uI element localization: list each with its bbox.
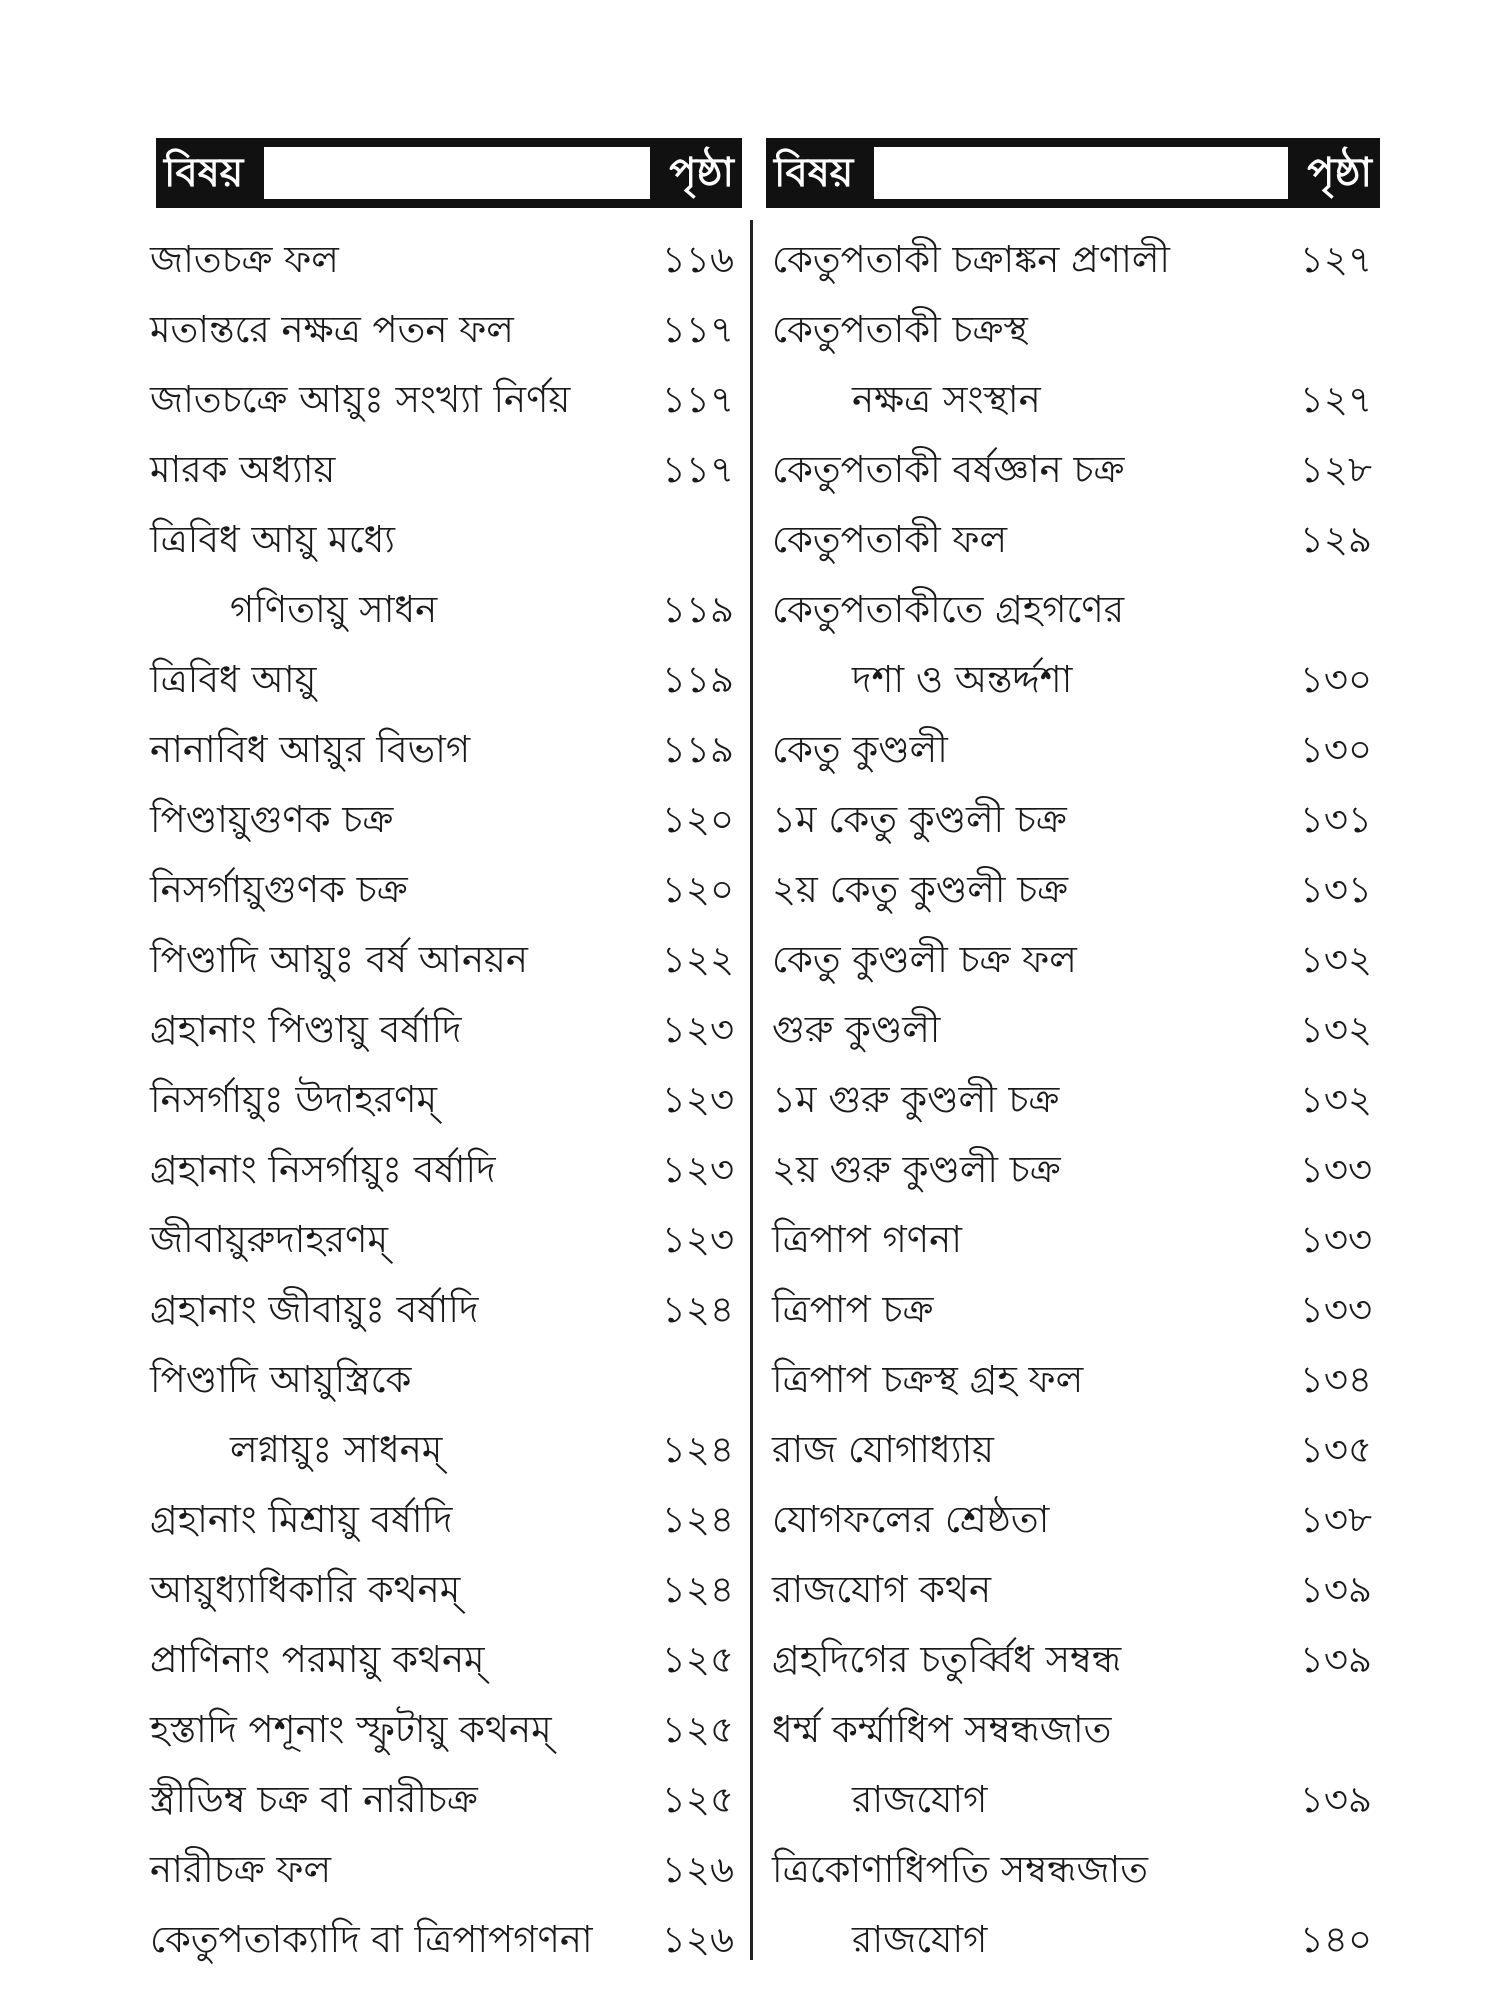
entry-page: ১২৬	[661, 1848, 734, 1891]
entry-page: ১২৩	[661, 1078, 734, 1121]
entry-title: আয়ুধ্যাধিকারি কথনম্	[150, 1568, 461, 1611]
entry-page: ১১৯	[661, 588, 734, 631]
entry-page: ১১৬	[661, 238, 734, 281]
entry-title: পিণ্ডাদি আয়ুস্ত্রিকে	[150, 1358, 412, 1401]
entry-title: প্রাণিনাং পরমায়ু কথনম্	[150, 1638, 485, 1681]
toc-entry	[772, 1695, 1380, 1765]
entry-title: গ্রহানাং পিণ্ডায়ু বর্ষাদি	[150, 1008, 462, 1051]
entry-page: ১৩০	[1299, 658, 1372, 701]
entry-page: ১২৪	[661, 1498, 734, 1541]
toc-entry	[150, 1835, 740, 1905]
entry-page: ১২২	[661, 938, 734, 981]
entry-title: ত্রিপাপ চক্র	[772, 1288, 934, 1331]
toc-entry	[772, 1485, 1380, 1555]
entry-title: গ্রহানাং জীবায়ুঃ বর্ষাদি	[150, 1288, 479, 1331]
toc-entry	[772, 785, 1380, 855]
entry-page: ১৩৩	[1299, 1218, 1372, 1261]
entry-page: ১১৯	[661, 658, 734, 701]
entry-page: ১৩২	[1299, 1078, 1372, 1121]
toc-entry	[772, 645, 1380, 715]
entry-title: রাজযোগ	[852, 1918, 988, 1961]
toc-entry	[772, 575, 1380, 645]
entry-title: কেতুপতাকী চক্রস্থ	[772, 308, 1028, 351]
entry-page: ১১৭	[661, 308, 734, 351]
column-divider	[750, 220, 753, 1960]
toc-entry	[772, 225, 1380, 295]
entry-title: স্ত্রীডিম্ব চক্র বা নারীচক্র	[150, 1778, 478, 1821]
entry-title: পিণ্ডায়ুগুণক চক্র	[150, 798, 394, 841]
toc-entry	[772, 1135, 1380, 1205]
entry-title: গণিতায়ু সাধন	[230, 588, 438, 631]
entry-page: ১৩০	[1299, 728, 1372, 771]
entry-title: ত্রিবিধ আয়ু মধ্যে	[150, 518, 396, 561]
entry-title: ত্রিকোণাধিপতি সম্বন্ধজাত	[772, 1848, 1149, 1891]
subject-heading: বিষয়	[164, 150, 244, 196]
entry-page: ১২০	[661, 868, 734, 911]
entry-page: ১২৬	[661, 1918, 734, 1961]
entry-title: যোগফলের শ্রেষ্ঠতা	[772, 1498, 1050, 1541]
entry-page: ১২৮	[1299, 448, 1372, 491]
toc-entry	[150, 645, 740, 715]
entry-page: ১৩১	[1299, 868, 1372, 911]
toc-entry	[150, 1695, 740, 1765]
entry-title: দশা ও অন্তর্দ্দশা	[852, 658, 1073, 701]
toc-entry	[772, 1345, 1380, 1415]
toc-entry	[772, 435, 1380, 505]
subject-heading: বিষয়	[774, 150, 854, 196]
entry-page: ১১৯	[661, 728, 734, 771]
entry-title: জাতচক্র ফল	[150, 238, 339, 281]
entry-page: ১৩১	[1299, 798, 1372, 841]
entry-title: কেতু কুণ্ডলী চক্র ফল	[772, 938, 1077, 981]
entry-page: ১২৫	[661, 1708, 734, 1751]
entry-page: ১২৪	[661, 1288, 734, 1331]
entry-title: মতান্তরে নক্ষত্র পতন ফল	[150, 308, 514, 351]
header-blank-field	[874, 147, 1288, 199]
entry-page: ১৩২	[1299, 1008, 1372, 1051]
entry-title: ২য় কেতু কুণ্ডলী চক্র	[772, 868, 1069, 911]
entry-title: নারীচক্র ফল	[150, 1848, 332, 1891]
entry-page: ১৩৯	[1299, 1638, 1372, 1681]
toc-entry	[772, 1765, 1380, 1835]
entry-page: ১৩৪	[1299, 1358, 1372, 1401]
toc-entry	[150, 995, 740, 1065]
toc-entry	[150, 1555, 740, 1625]
toc-entry	[150, 365, 740, 435]
entry-title: কেতু কুণ্ডলী	[772, 728, 948, 771]
page-heading: পৃষ্ঠা	[669, 150, 734, 196]
toc-entry	[150, 435, 740, 505]
toc-entry	[772, 1835, 1380, 1905]
entry-title: ত্রিপাপ গণনা	[772, 1218, 962, 1261]
entry-title: গ্রহদিগের চতুর্ব্বিধ সম্বন্ধ	[772, 1638, 1122, 1681]
entry-title: রাজ যোগাধ্যায়	[772, 1428, 994, 1471]
entry-page: ১২৭	[1299, 378, 1372, 421]
entry-title: রাজযোগ	[852, 1778, 988, 1821]
entry-title: ধর্ম্ম কর্ম্মাধিপ সম্বন্ধজাত	[772, 1708, 1112, 1751]
entry-title: কেতুপতাক্যাদি বা ত্রিপাপগণনা	[150, 1918, 593, 1961]
entry-page: ১৩৫	[1299, 1428, 1372, 1471]
toc-entry	[150, 785, 740, 855]
toc-entry	[772, 1065, 1380, 1135]
toc-entry	[772, 1905, 1380, 1975]
toc-entry	[772, 295, 1380, 365]
entry-page: ১৩৩	[1299, 1148, 1372, 1191]
table-of-contents	[150, 130, 1380, 1970]
toc-entry	[150, 1345, 740, 1415]
left-entry-list	[150, 225, 740, 1975]
entry-page: ১২৫	[661, 1778, 734, 1821]
entry-page: ১২৪	[661, 1568, 734, 1611]
toc-entry	[772, 365, 1380, 435]
entry-title: কেতুপতাকী বর্ষজ্ঞান চক্র	[772, 448, 1125, 491]
toc-entry	[772, 505, 1380, 575]
entry-title: পিণ্ডাদি আয়ুঃ বর্ষ আনয়ন	[150, 938, 528, 981]
right-column-header	[766, 138, 1380, 208]
toc-entry	[150, 1135, 740, 1205]
entry-title: জাতচক্রে আয়ুঃ সংখ্যা নির্ণয়	[150, 378, 571, 421]
entry-page: ১১৭	[661, 378, 734, 421]
toc-entry	[772, 855, 1380, 925]
entry-page: ১২৩	[661, 1148, 734, 1191]
entry-page: ১২৩	[661, 1218, 734, 1261]
toc-entry	[150, 1275, 740, 1345]
toc-entry	[150, 225, 740, 295]
entry-title: কেতুপতাকী ফল	[772, 518, 1008, 561]
right-entry-list	[772, 225, 1380, 1975]
entry-title: গ্রহানাং মিশ্রায়ু বর্ষাদি	[150, 1498, 453, 1541]
entry-page: ১৩৮	[1299, 1498, 1372, 1541]
toc-entry	[772, 1415, 1380, 1485]
toc-entry	[150, 1765, 740, 1835]
entry-title: ১ম কেতু কুণ্ডলী চক্র	[772, 798, 1067, 841]
entry-page: ১২৫	[661, 1638, 734, 1681]
entry-title: রাজযোগ কথন	[772, 1568, 992, 1611]
toc-entry	[772, 1275, 1380, 1345]
entry-page: ১২৩	[661, 1008, 734, 1051]
toc-entry	[150, 1205, 740, 1275]
entry-page: ১৩৯	[1299, 1778, 1372, 1821]
entry-title: নক্ষত্র সংস্থান	[852, 378, 1041, 421]
entry-title: কেতুপতাকী চক্রাঙ্কন প্রণালী	[772, 238, 1170, 281]
entry-page: ১২৭	[1299, 238, 1372, 281]
toc-entry	[150, 1905, 740, 1975]
toc-entry	[772, 715, 1380, 785]
toc-entry	[150, 715, 740, 785]
entry-page: ১১৭	[661, 448, 734, 491]
toc-entry	[150, 1625, 740, 1695]
toc-entry	[150, 1485, 740, 1555]
entry-title: লগ্নায়ুঃ সাধনম্	[230, 1428, 443, 1471]
entry-page: ১২৪	[661, 1428, 734, 1471]
entry-title: জীবায়ুরুদাহরণম্	[150, 1218, 389, 1261]
entry-page: ১৩৯	[1299, 1568, 1372, 1611]
entry-page: ১৩৩	[1299, 1288, 1372, 1331]
entry-page: ১৪০	[1299, 1918, 1372, 1961]
entry-page: ১৩২	[1299, 938, 1372, 981]
entry-title: নানাবিধ আয়ুর বিভাগ	[150, 728, 471, 771]
entry-title: ত্রিপাপ চক্রস্থ গ্রহ ফল	[772, 1358, 1084, 1401]
entry-title: হস্তাদি পশূনাং স্ফুটায়ু কথনম্	[150, 1708, 552, 1751]
entry-page: ১২৯	[1299, 518, 1372, 561]
entry-title: ১ম গুরু কুণ্ডলী চক্র	[772, 1078, 1060, 1121]
toc-entry	[150, 925, 740, 995]
toc-entry	[150, 1065, 740, 1135]
entry-title: নিসর্গায়ুঃ উদাহরণম্	[150, 1078, 438, 1121]
left-column-header	[156, 138, 742, 208]
entry-title: মারক অধ্যায়	[150, 448, 336, 491]
toc-entry	[772, 925, 1380, 995]
entry-title: ২য় গুরু কুণ্ডলী চক্র	[772, 1148, 1061, 1191]
toc-entry	[150, 575, 740, 645]
entry-page: ১২০	[661, 798, 734, 841]
toc-entry	[150, 855, 740, 925]
entry-title: গ্রহানাং নিসর্গায়ুঃ বর্ষাদি	[150, 1148, 496, 1191]
page-heading: পৃষ্ঠা	[1307, 150, 1372, 196]
toc-entry	[772, 995, 1380, 1065]
entry-title: নিসর্গায়ুগুণক চক্র	[150, 868, 408, 911]
entry-title: গুরু কুণ্ডলী	[772, 1008, 941, 1051]
header-blank-field	[264, 147, 650, 199]
toc-entry	[772, 1205, 1380, 1275]
entry-title: কেতুপতাকীতে গ্রহগণের	[772, 588, 1125, 631]
toc-entry	[150, 505, 740, 575]
toc-entry	[772, 1625, 1380, 1695]
toc-entry	[150, 295, 740, 365]
toc-entry	[150, 1415, 740, 1485]
entry-title: ত্রিবিধ আয়ু	[150, 658, 317, 701]
toc-entry	[772, 1555, 1380, 1625]
